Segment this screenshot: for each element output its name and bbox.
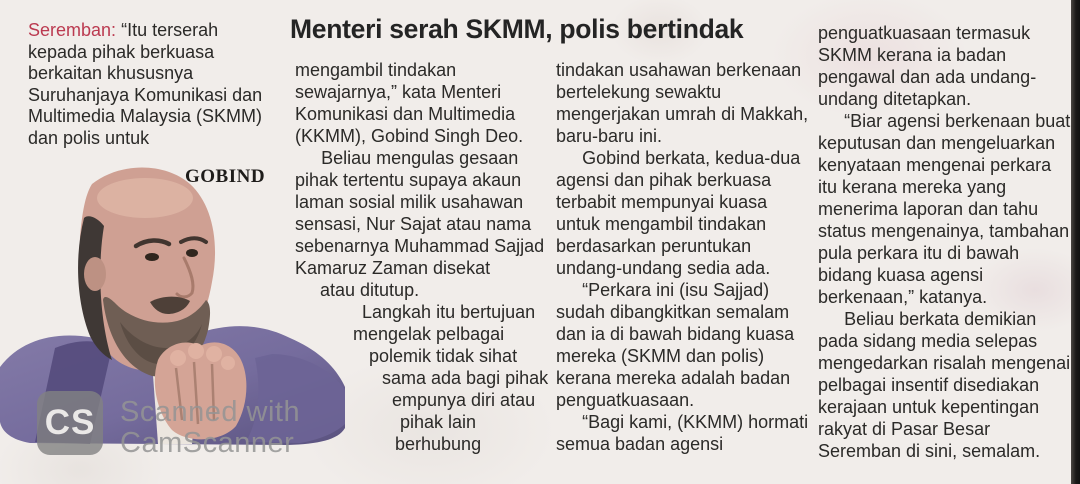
camscanner-watermark xyxy=(37,391,300,459)
wrapped-line: mengelak pelbagai xyxy=(353,324,505,344)
paragraph: “Perkara ini (isu Sajjad) sudah dibangkitkan semalam dan ia di bawah bidang kuasa mereka (SKMM dan polis) kerana mereka adalah badan penguatkuasaan. xyxy=(556,280,795,410)
paragraph: Gobind berkata, kedua-dua agensi dan pihak berkuasa terbabit mempunyai kuasa untuk mengambil tindakan berdasarkan peruntukan undang-undang sedia ada. xyxy=(556,148,801,278)
column-3 xyxy=(556,59,812,455)
wrapped-line: sama ada bagi pihak xyxy=(382,368,549,388)
watermark-line2: CamScanner xyxy=(120,427,295,459)
watermark-text xyxy=(120,397,300,459)
paragraph: tindakan usahawan berkenaan bertelekung sewaktu mengerjakan umrah di Makkah, baru-baru ini. xyxy=(556,60,809,146)
paragraph: Beliau berkata demikian pada sidang media selepas mengedarkan risalah mengenai pelbagai insentif disediakan kerajaan untuk kepentingan rakyat di Pasar Besar Seremban di sini, semalam. xyxy=(818,309,1071,461)
lead-text: “Itu terserah kepada pihak berkuasa berkaitan khususnya Suruhanjaya Komunikasi dan Multimedia Malaysia (SKMM) dan polis untuk xyxy=(28,20,263,148)
scan-edge-shadow xyxy=(1071,0,1080,484)
wrapped-line: berhubung xyxy=(395,434,482,454)
wrapped-line: empunya diri atau xyxy=(392,390,536,410)
paragraph: penguatkuasaan termasuk SKMM kerana ia badan pengawal dan ada undang-undang ditetapkan. xyxy=(818,23,1037,109)
wrapped-line: atau ditutup. xyxy=(320,280,420,300)
wrapped-line: pihak lain xyxy=(400,412,477,432)
watermark-line1: Scanned with xyxy=(120,396,301,428)
photo-caption: GOBIND xyxy=(185,166,266,187)
wrapped-line: Langkah itu bertujuan xyxy=(362,302,536,322)
column-4 xyxy=(818,22,1072,462)
paragraph: Beliau mengulas gesaan pihak tertentu supaya akaun laman sosial milik usahawan sensasi, Nur Sajat atau nama sebenarnya Muhammad Sajjad Kamaruz Zaman disekat xyxy=(295,148,545,278)
lead-paragraph xyxy=(28,20,270,149)
camscanner-logo-icon: CS xyxy=(37,391,103,455)
column-2 xyxy=(295,59,547,455)
paragraph: “Bagi kami, (KKMM) hormati semua badan agensi xyxy=(556,412,809,454)
wrapped-line: polemik tidak sihat xyxy=(369,346,518,366)
paragraph: mengambil tindakan sewajarnya,” kata Menteri Komunikasi dan Multimedia (KKMM), Gobind Singh Deo. xyxy=(295,60,524,146)
paragraph: “Biar agensi berkenaan buat keputusan dan mengeluarkan kenyataan mengenai perkara itu kerana mereka yang menerima laporan dan tahu status mengenainya, tambahan pula perkara itu di bawah bidang kuasa agensi berkenaan,” katanya. xyxy=(818,111,1071,307)
column-1 xyxy=(28,20,270,149)
dateline: Seremban: xyxy=(28,20,117,40)
headline: Menteri serah SKMM, polis bertindak xyxy=(290,14,744,44)
